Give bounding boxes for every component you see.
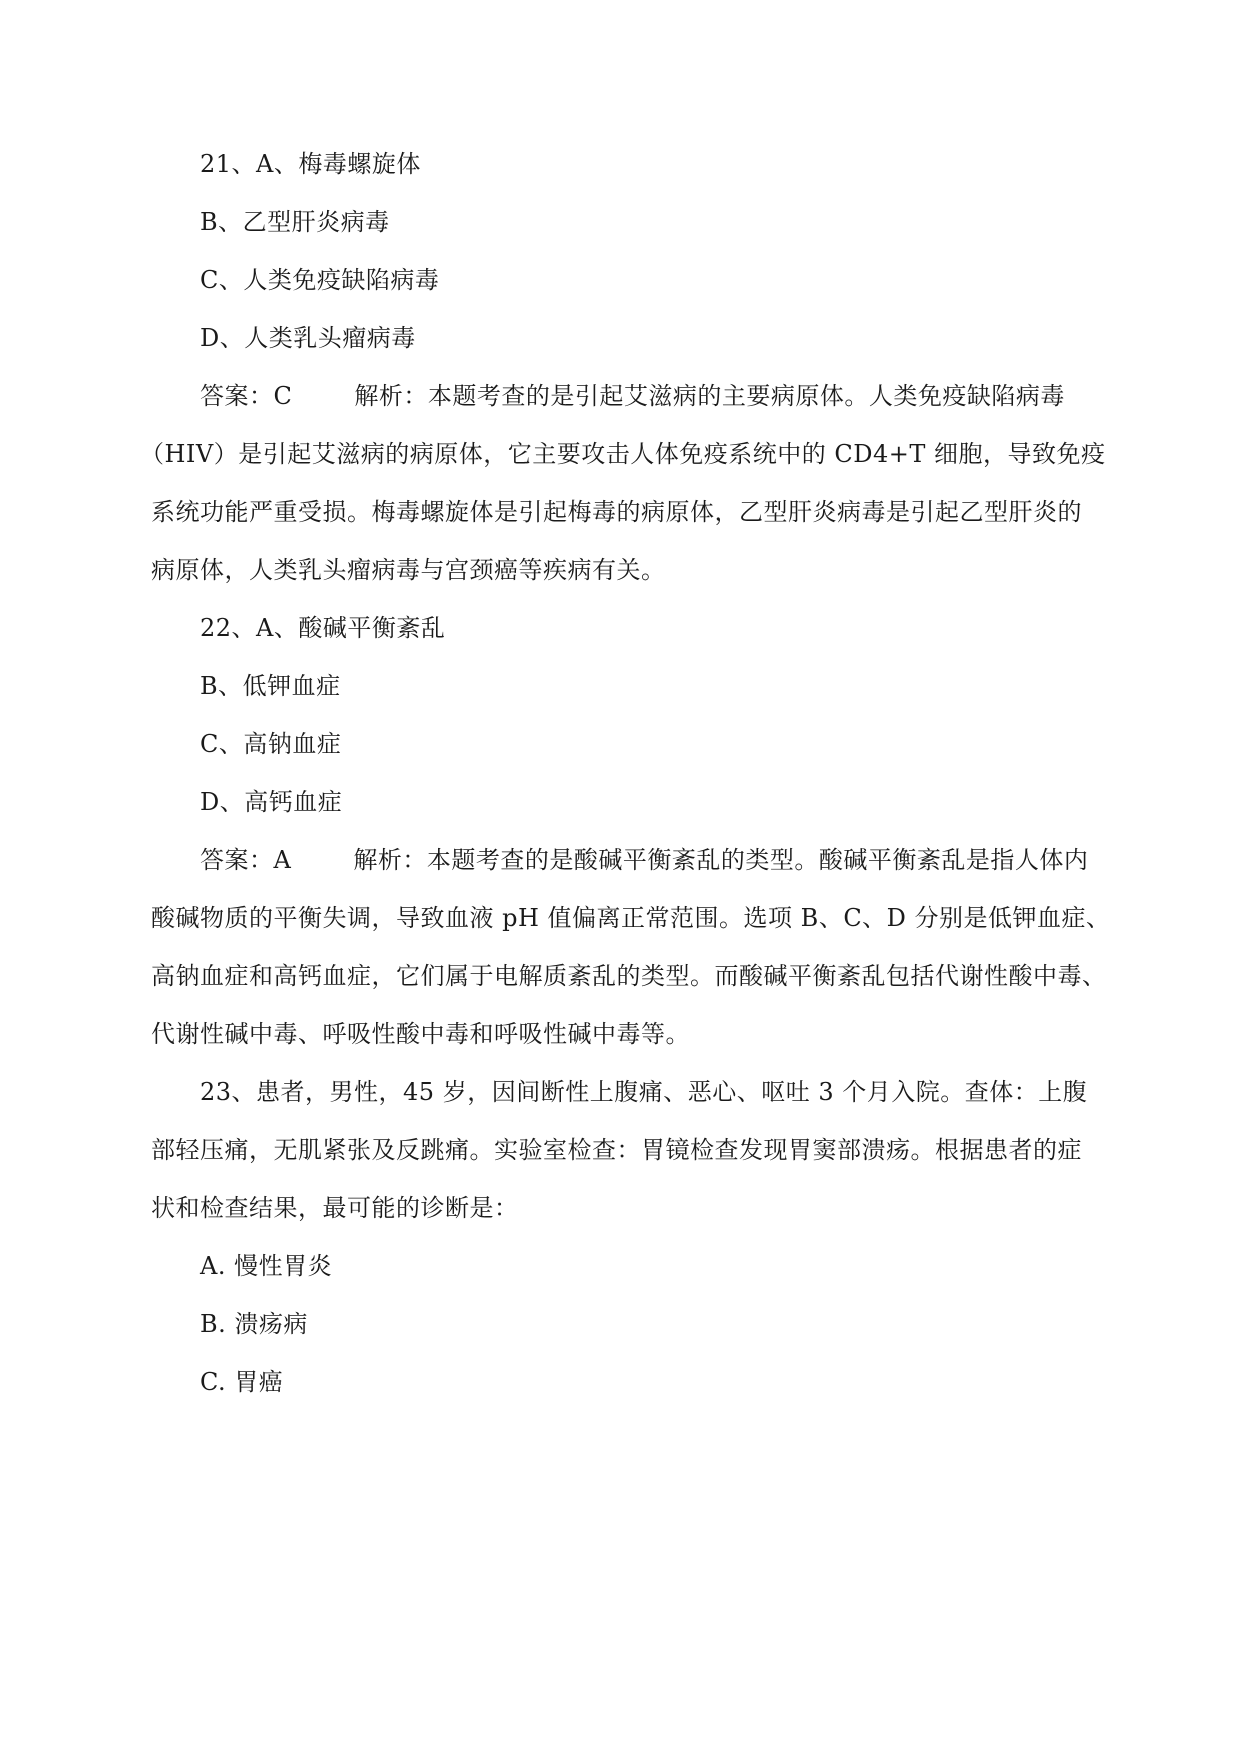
- q22-option-d: D、高钙血症: [200, 788, 343, 816]
- q22-explanation-start: 解析：本题考查的是酸碱平衡紊乱的类型。酸碱平衡紊乱是指人体内: [353, 846, 1089, 874]
- q22-answer-line: [200, 844, 1088, 876]
- q22-option-a: 22、A、酸碱平衡紊乱: [200, 614, 446, 642]
- q23-stem-line-2: 部轻压痛，无肌紧张及反跳痛。实验室检查：胃镜检查发现胃窦部溃疡。根据患者的症: [151, 1136, 1082, 1164]
- q21-explanation-start: 解析：本题考查的是引起艾滋病的主要病原体。人类免疫缺陷病毒: [354, 382, 1065, 410]
- q21-explanation-line-4: 病原体，人类乳头瘤病毒与宫颈癌等疾病有关。: [151, 556, 666, 584]
- q21-answer-line: [200, 380, 1065, 412]
- q22-option-b: B、低钾血症: [200, 672, 341, 700]
- q21-option-c: C、人类免疫缺陷病毒: [200, 266, 440, 294]
- q21-option-d: D、人类乳头瘤病毒: [200, 324, 416, 352]
- q21-explanation-line-3: 系统功能严重受损。梅毒螺旋体是引起梅毒的病原体，乙型肝炎病毒是引起乙型肝炎的: [151, 498, 1082, 526]
- q22-explanation-line-3: 高钠血症和高钙血症，它们属于电解质紊乱的类型。而酸碱平衡紊乱包括代谢性酸中毒、: [151, 962, 1107, 990]
- q22-answer: 答案：A: [200, 846, 292, 874]
- q22-option-c: C、高钠血症: [200, 730, 342, 758]
- q21-explanation-line-2: （HIV）是引起艾滋病的病原体，它主要攻击人体免疫系统中的 CD4+T 细胞，导致免疫: [140, 440, 1106, 468]
- q21-option-a: 21、A、梅毒螺旋体: [200, 150, 421, 178]
- q23-option-c: C. 胃癌: [200, 1368, 284, 1396]
- q21-answer: 答案：C: [200, 382, 293, 410]
- q21-option-b: B、乙型肝炎病毒: [200, 208, 390, 236]
- q23-option-a: A. 慢性胃炎: [200, 1252, 333, 1280]
- q22-explanation-line-2: 酸碱物质的平衡失调，导致血液 pH 值偏离正常范围。选项 B、C、D 分别是低钾血症、: [151, 904, 1111, 932]
- q23-stem-line-1: 23、患者，男性，45 岁，因间断性上腹痛、恶心、呕吐 3 个月入院。查体：上腹: [200, 1078, 1088, 1106]
- q23-option-b: B. 溃疡病: [200, 1310, 308, 1338]
- q23-stem-line-3: 状和检查结果，最可能的诊断是：: [151, 1194, 519, 1222]
- q22-explanation-line-4: 代谢性碱中毒、呼吸性酸中毒和呼吸性碱中毒等。: [151, 1020, 690, 1048]
